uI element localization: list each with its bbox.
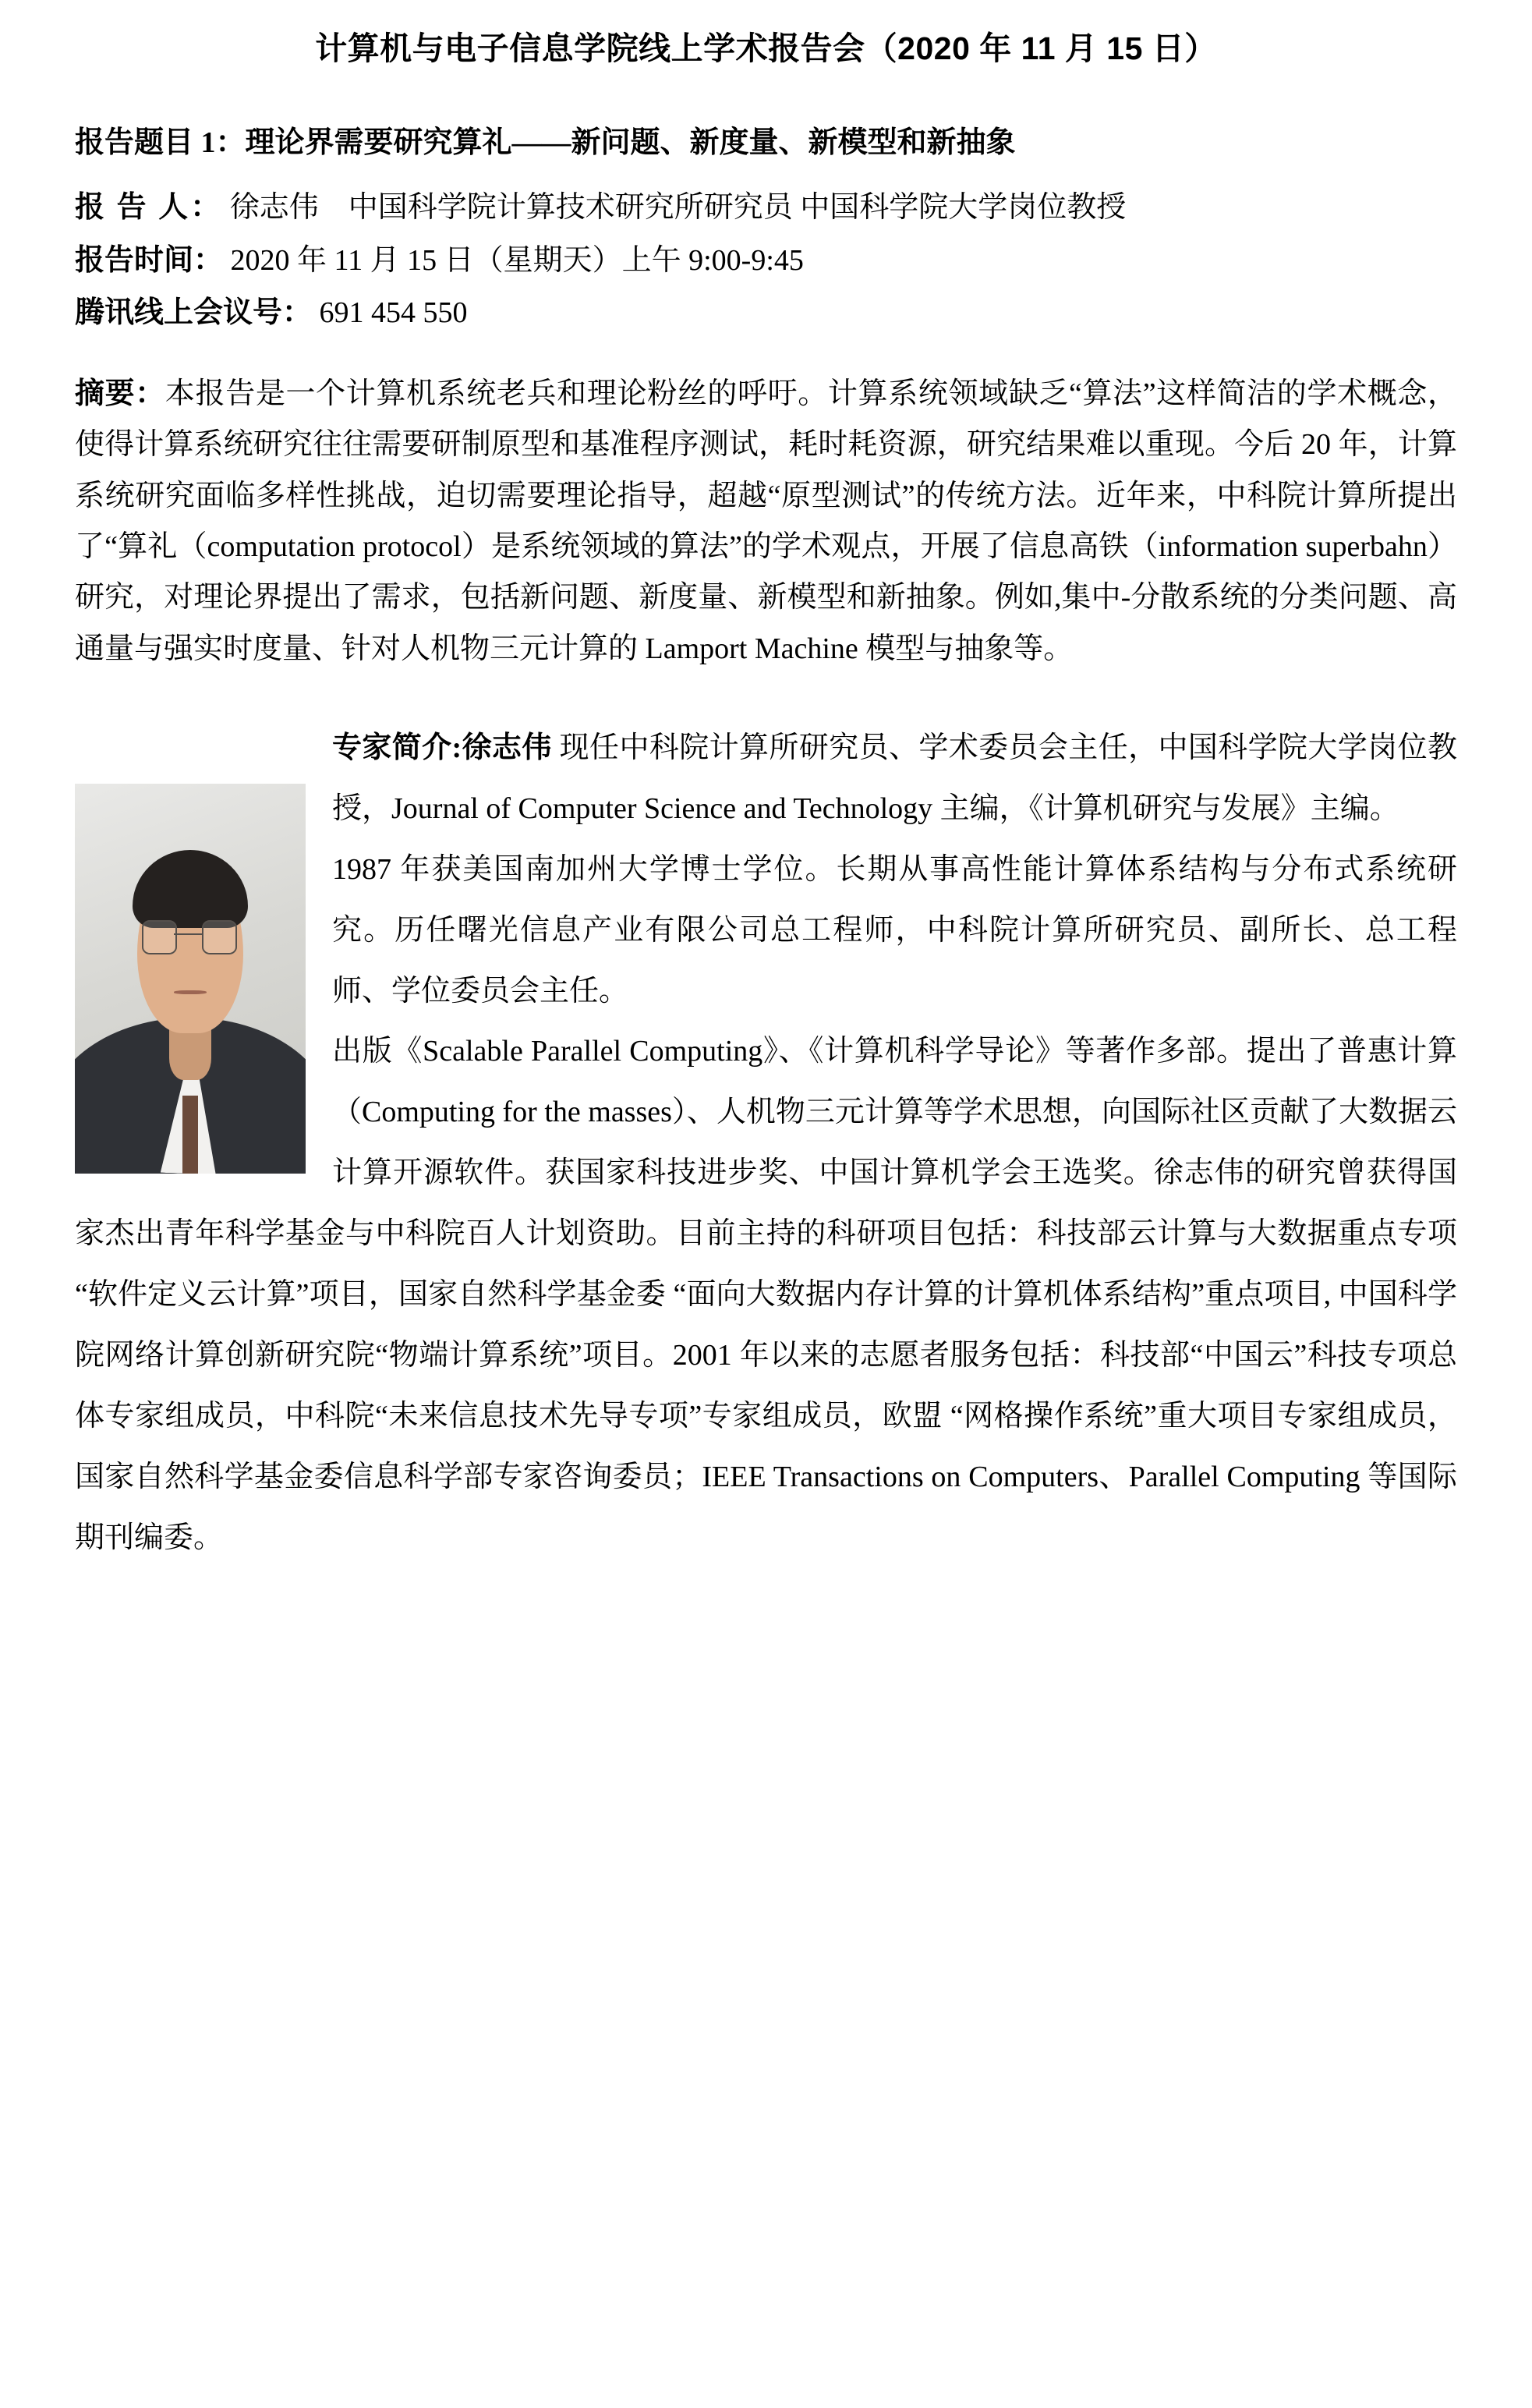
speaker-label: 报 告 人：: [75, 191, 223, 225]
meeting-value: 691 454 550: [319, 296, 468, 330]
speaker-line: [75, 184, 1457, 232]
time-value: 2020 年 11 月 15 日（星期天）上午 9:00-9:45: [230, 243, 804, 277]
page-title: 计算机与电子信息学院线上学术报告会（2020 年 11 月 15 日）: [315, 30, 1217, 66]
time-label: 报告时间：: [75, 243, 224, 277]
bio-name: 徐志伟: [462, 731, 552, 764]
bio-paragraph-2: 1987 年获美国南加州大学博士学位。长期从事高性能计算体系结构与分布式系统研究。历任曙光信息产业有限公司总工程师，中科院计算所研究员、副所长、总工程师、学位委员会主任。: [332, 852, 1457, 1007]
biography-section: [75, 718, 1457, 1568]
time-line: [75, 237, 1457, 285]
meeting-label: 腾讯线上会议号：: [75, 296, 313, 330]
speaker-value: 徐志伟 中国科学院计算技术研究所研究员 中国科学院大学岗位教授: [229, 191, 1127, 225]
portrait-glasses-left-icon: [142, 920, 177, 954]
bio-label: 专家简介:: [332, 731, 462, 764]
bio-text-1: 现任中科院计算所研究员、学术委员会主任，中国科学院大学岗位教授，Journal of Computer Science and Technology 主编，《计算机研究与发展》主编。: [332, 731, 1457, 825]
abstract-label: 摘要：: [75, 377, 165, 410]
portrait-mouth: [174, 990, 206, 994]
report-topic: 报告题目 1：理论界需要研究算礼——新问题、新度量、新模型和新抽象: [75, 126, 1016, 160]
portrait-glasses-bridge-icon: [174, 933, 202, 935]
portrait-tie: [182, 1096, 199, 1174]
abstract-text: 本报告是一个计算机系统老兵和理论粉丝的呼吁。计算系统领域缺乏“算法”这样简洁的学术概念，使得计算系统研究往往需要研制原型和基准程序测试，耗时耗资源，研究结果难以重现。今后 20 年，计算系统研究面临多样性挑战，迫切需要理论指导，超越“原型测试”的传统方法。近年来，中科院计算所提出了“算礼（computation protocol）是系统领域的算法”的学术观点，开展了信息高铁（information superbahn）研究，对理论界提出了需求，包括新问题、新度量、新模型和新抽象。例如,集中-分散系统的分类问题、高通量与强实时度量、针对人机物三元计算的 Lamport Machine 模型与抽象等。: [75, 377, 1457, 665]
portrait-glasses-right-icon: [202, 920, 237, 954]
abstract-paragraph: [75, 369, 1457, 675]
meeting-line: [75, 289, 1457, 338]
speaker-portrait: [75, 784, 306, 1174]
report-meta: [75, 119, 1457, 337]
bio-paragraph-3: 出版《Scalable Parallel Computing》、《计算机科学导论》等著作多部。提出了普惠计算（Computing for the masses）、人机物三元计算等学术思想，向国际社区贡献了大数据云计算开源软件。获国家科技进步奖、中国计算机学会王选奖。徐志伟的研究曾获得国家杰出青年科学基金与中科院百人计划资助。目前主持的科研项目包括：科技部云计算与大数据重点专项“软件定义云计算”项目，国家自然科学基金委 “面向大数据内存计算的计算机体系结构”重点项目, 中国科学院网络计算创新研究院“物端计算系统”项目。2001 年以来的志愿者服务包括：科技部“中国云”科技专项总体专家组成员，中科院“未来信息技术先导专项”专家组成员，欧盟 “网格操作系统”重大项目专家组成员，国家自然科学基金委信息科学部专家咨询委员；IEEE Transactions on Computers、Parallel Computing 等国际期刊编委。: [75, 1035, 1457, 1554]
